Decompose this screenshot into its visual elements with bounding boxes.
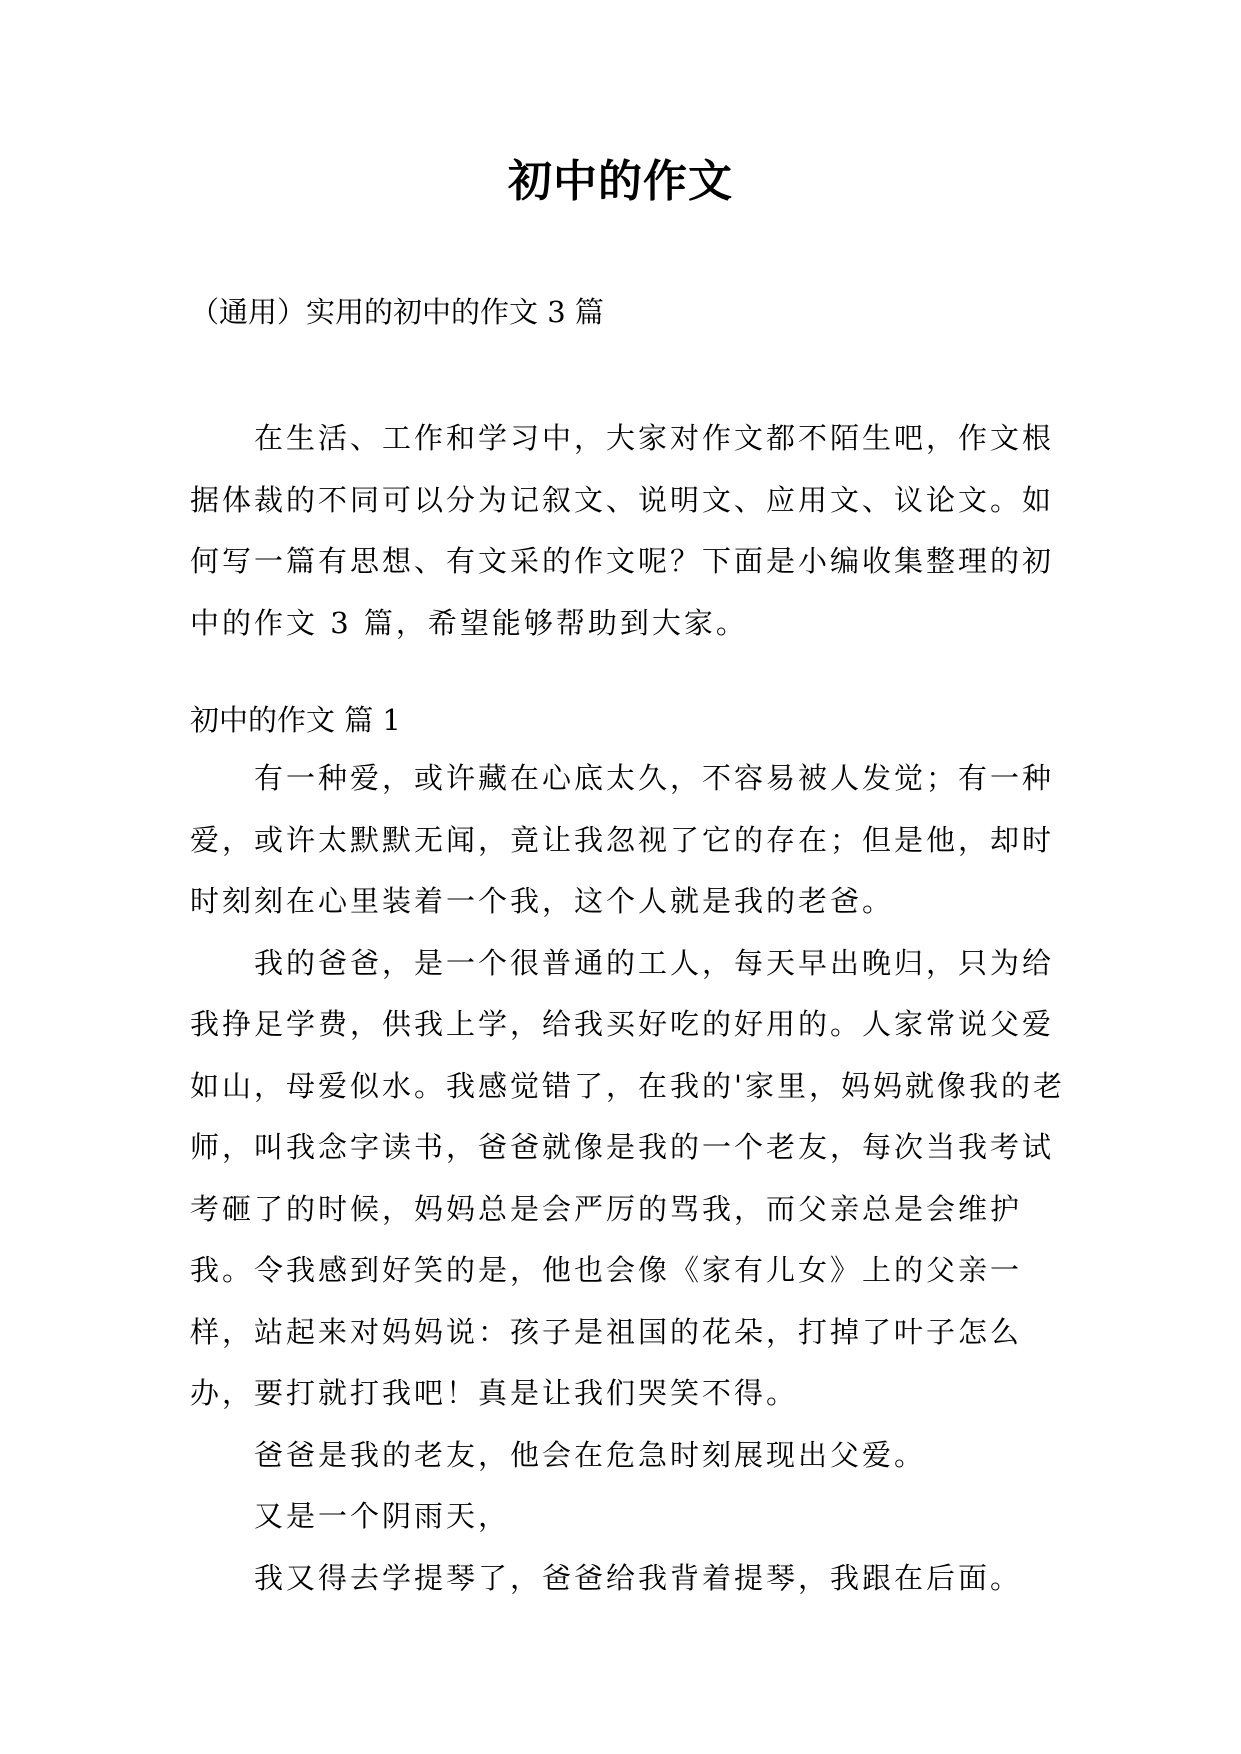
document-subtitle: （通用）实用的初中的作文 3 篇 [190, 295, 604, 329]
essay-body [190, 748, 1070, 1609]
document-title: 初中的作文 [508, 156, 733, 207]
essay-paragraph-3: 爸爸是我的老友，他会在危急时刻展现出父爱。 [254, 1437, 927, 1472]
essay-paragraph-5: 我又得去学提琴了，爸爸给我背着提琴，我跟在后面。 [254, 1560, 1023, 1595]
essay-paragraph-1: 有一种爱，或许藏在心底太久，不容易被人发觉；有一种爱，或许太默默无闻，竟让我忽视了它的存在；但是他，却时时刻刻在心里装着一个我，这个人就是我的老爸。 [190, 761, 1055, 918]
essay-paragraph-2: 我的爸爸，是一个很普通的工人，每天早出晚归，只为给我挣足学费，供我上学，给我买好吃的好用的。人家常说父爱如山，母爱似水。我感觉错了，在我的'家里，妈妈就像我的老师，叫我念字读书，爸爸就像是我的一个老友，每次当我考试考砸了的时候，妈妈总是会严厉的骂我，而父亲总是会维护我。令我感到好笑的是，他也会像《家有儿女》上的父亲一样，站起来对妈妈说：孩子是祖国的花朵，打掉了叶子怎么办，要打就打我吧！真是让我们哭笑不得。 [190, 945, 1065, 1410]
essay-paragraph-4: 又是一个阴雨天， [254, 1499, 511, 1533]
intro-paragraph: 在生活、工作和学习中，大家对作文都不陌生吧，作文根据体裁的不同可以分为记叙文、说明文、应用文、议论文。如何写一篇有思想、有文采的作文呢？下面是小编收集整理的初中的作文 3 篇，希望能够帮助到大家。 [190, 421, 1055, 640]
section-heading: 初中的作文 篇 1 [190, 703, 401, 737]
